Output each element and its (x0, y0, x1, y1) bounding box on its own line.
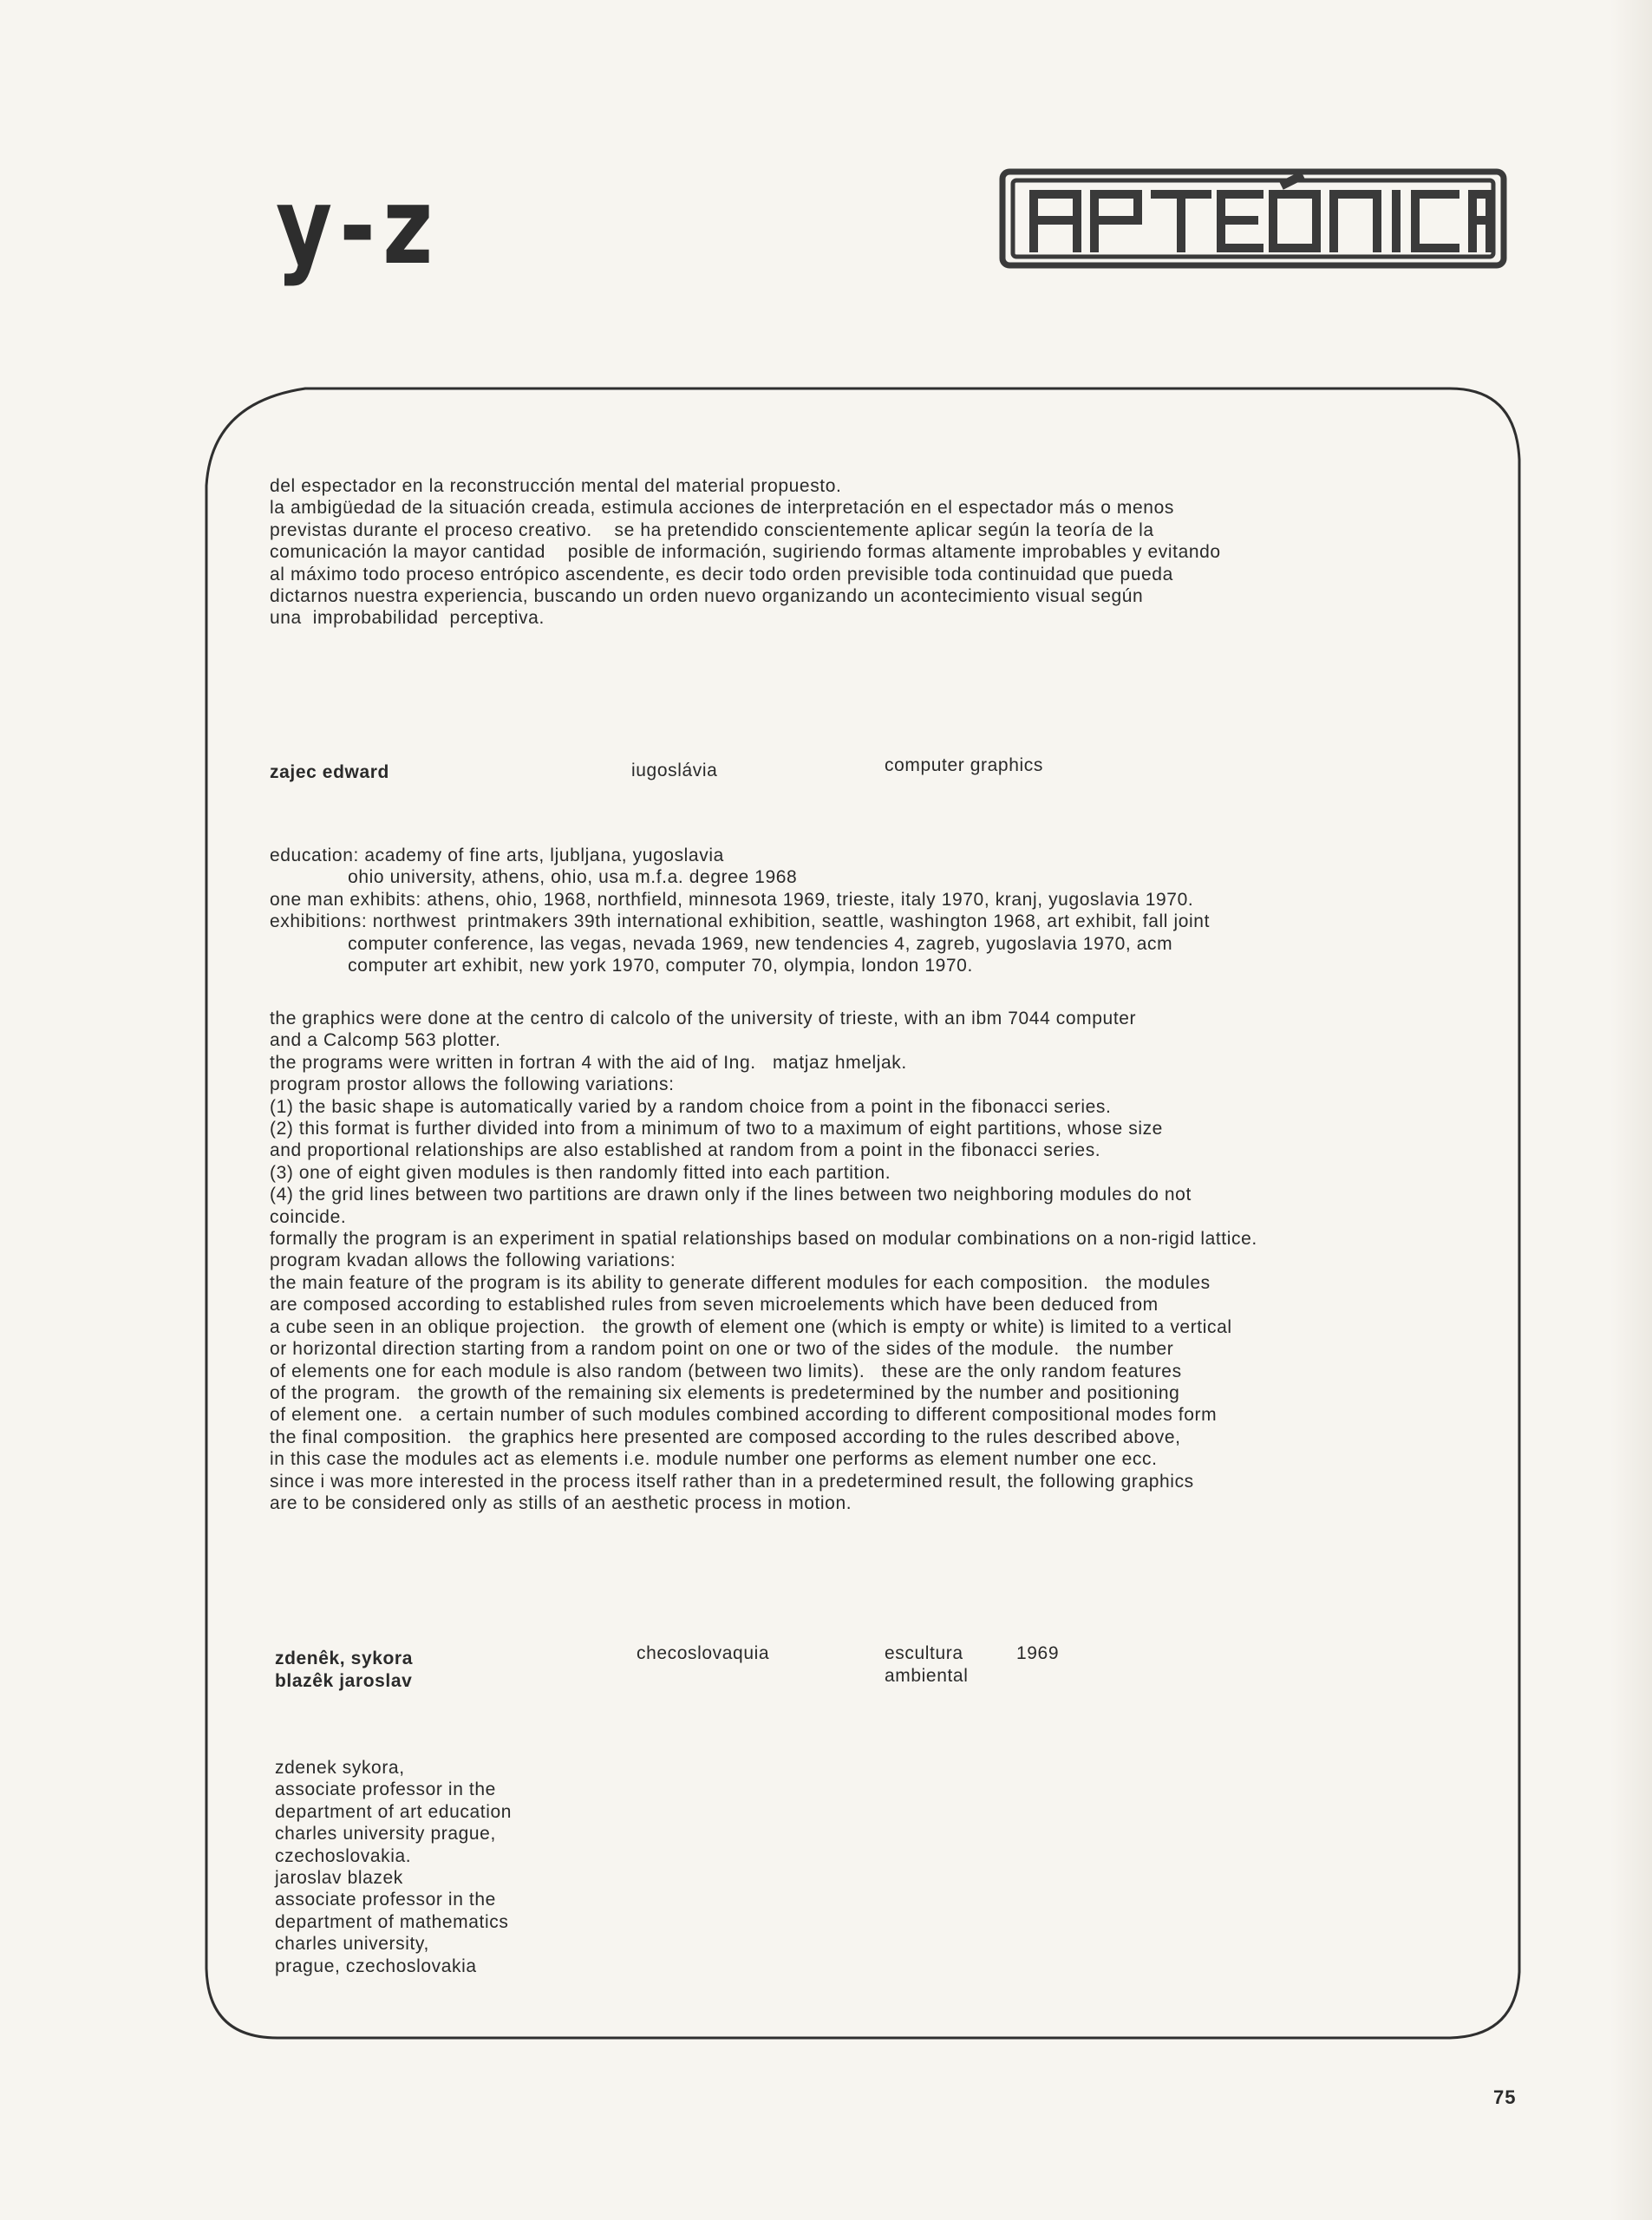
artecnica-logo (999, 168, 1507, 269)
statement-line: since i was more interested in the process itself rather than in a predetermined result, the following graphics (270, 1471, 1194, 1492)
statement-line: the main feature of the program is its ability to generate different modules for each composition. the modules (270, 1272, 1211, 1293)
bio-line: charles university prague, (275, 1824, 496, 1845)
statement-line: coincide. (270, 1206, 347, 1227)
intro-line: del espectador en la reconstrucción mental del material propuesto. (270, 476, 842, 496)
statement-line: (3) one of eight given modules is then randomly fitted into each partition. (270, 1162, 891, 1183)
bio-line: one man exhibits: athens, ohio, 1968, northfield, minnesota 1969, trieste, italy 1970, kranj, yugoslavia 1970. (270, 889, 1194, 910)
statement-line: a cube seen in an oblique projection. the growth of element one (which is empty or white) is limited to a vertical (270, 1316, 1232, 1337)
bio-line: zdenek sykora, (275, 1758, 405, 1778)
statement-line: program prostor allows the following variations: (270, 1074, 675, 1095)
bio-line: department of mathematics (275, 1911, 509, 1932)
statement-line: program kvadan allows the following variations: (270, 1250, 676, 1271)
paper-edge (1610, 0, 1652, 2220)
artist-medium: computer graphics (885, 755, 1043, 775)
page-number: 75 (1493, 2086, 1517, 2108)
bio-line: associate professor in the (275, 1890, 496, 1910)
artist-name-line2: blazêk jaroslav (275, 1671, 413, 1691)
intro-line: previstas durante el proceso creativo. se ha pretendido conscientemente aplicar según la teoría de la (270, 519, 1154, 540)
section-letters: y-z (276, 165, 441, 288)
statement-line: are composed according to established rules from seven microelements which have been deduced from (270, 1295, 1159, 1316)
statement-line: (2) this format is further divided into from a minimum of two to a maximum of eight partitions, whose size (270, 1119, 1163, 1139)
statement-line: or horizontal direction starting from a random point on one or two of the sides of the module. the number (270, 1339, 1174, 1360)
statement-line: in this case the modules act as elements i.e. module number one performs as element number one ecc. (270, 1449, 1158, 1470)
intro-paragraph (270, 475, 1221, 630)
bio-line: computer conference, las vegas, nevada 1969, new tendencies 4, zagreb, yugoslavia 1970, acm (270, 933, 1173, 954)
statement-line: the programs were written in fortran 4 with the aid of Ing. matjaz hmeljak. (270, 1052, 907, 1073)
bio-line: associate professor in the (275, 1779, 496, 1800)
statement-line: the graphics were done at the centro di calcolo of the university of trieste, with an ibm 7044 computer (270, 1009, 1137, 1028)
statement-line: of element one. a certain number of such modules combined according to different compositional modes form (270, 1405, 1218, 1426)
bio-line: department of art education (275, 1801, 513, 1822)
artist-country: iugoslávia (631, 761, 718, 780)
bio-line: education: academy of fine arts, ljubljana, yugoslavia (270, 846, 724, 865)
bio-line: prague, czechoslovakia (275, 1956, 477, 1976)
bio-line: jaroslav blazek (275, 1868, 403, 1889)
artist-medium-line1: escultura (885, 1643, 963, 1663)
artist-bio (275, 1757, 512, 1977)
intro-line: dictarnos nuestra experiencia, buscando un orden nuevo organizando un acontecimiento visual según (270, 586, 1144, 607)
bio-line: czechoslovakia. (275, 1845, 412, 1866)
bio-line: exhibitions: northwest printmakers 39th international exhibition, seattle, washington 1968, art exhibit, fall joint (270, 911, 1211, 932)
statement-line: are to be considered only as stills of an aesthetic process in motion. (270, 1492, 852, 1513)
intro-line: al máximo todo proceso entrópico ascendente, es decir todo orden previsible toda continuidad que pueda (270, 564, 1173, 584)
statement-line: the final composition. the graphics here presented are composed according to the rules described above, (270, 1427, 1181, 1447)
bio-line: charles university, (275, 1934, 429, 1955)
statement-line: and a Calcomp 563 plotter. (270, 1030, 501, 1051)
statement-line: and proportional relationships are also established at random from a point in the fibonacci series. (270, 1140, 1101, 1161)
artist-bio (270, 845, 1210, 976)
artist-name-line1: zdenêk, sykora (275, 1649, 413, 1668)
artwork-year: 1969 (1016, 1643, 1060, 1663)
artist-country: checoslovaquia (637, 1643, 770, 1663)
artist-statement (270, 1008, 1257, 1514)
statement-line: of the program. the growth of the remaining six elements is predetermined by the number and positioning (270, 1382, 1180, 1403)
statement-line: of elements one for each module is also random (between two limits). these are the only random features (270, 1361, 1182, 1381)
intro-line: comunicación la mayor cantidad posible de información, sugiriendo formas altamente improbables y evitando (270, 542, 1221, 563)
bio-line: computer art exhibit, new york 1970, computer 70, olympia, london 1970. (270, 956, 973, 976)
bio-line: ohio university, athens, ohio, usa m.f.a. degree 1968 (270, 867, 798, 888)
intro-line: la ambigüedad de la situación creada, estimula acciones de interpretación en el espectador más o menos (270, 498, 1174, 519)
artist-medium-line2: ambiental (885, 1666, 969, 1686)
artist-name: zajec edward (270, 762, 389, 782)
statement-line: (4) the grid lines between two partitions are drawn only if the lines between two neighboring modules do not (270, 1185, 1192, 1205)
statement-line: (1) the basic shape is automatically varied by a random choice from a point in the fibonacci series. (270, 1096, 1112, 1117)
statement-line: formally the program is an experiment in spatial relationships based on modular combinations on a non-rigid lattice. (270, 1229, 1257, 1250)
intro-line: una improbabilidad perceptiva. (270, 608, 545, 629)
